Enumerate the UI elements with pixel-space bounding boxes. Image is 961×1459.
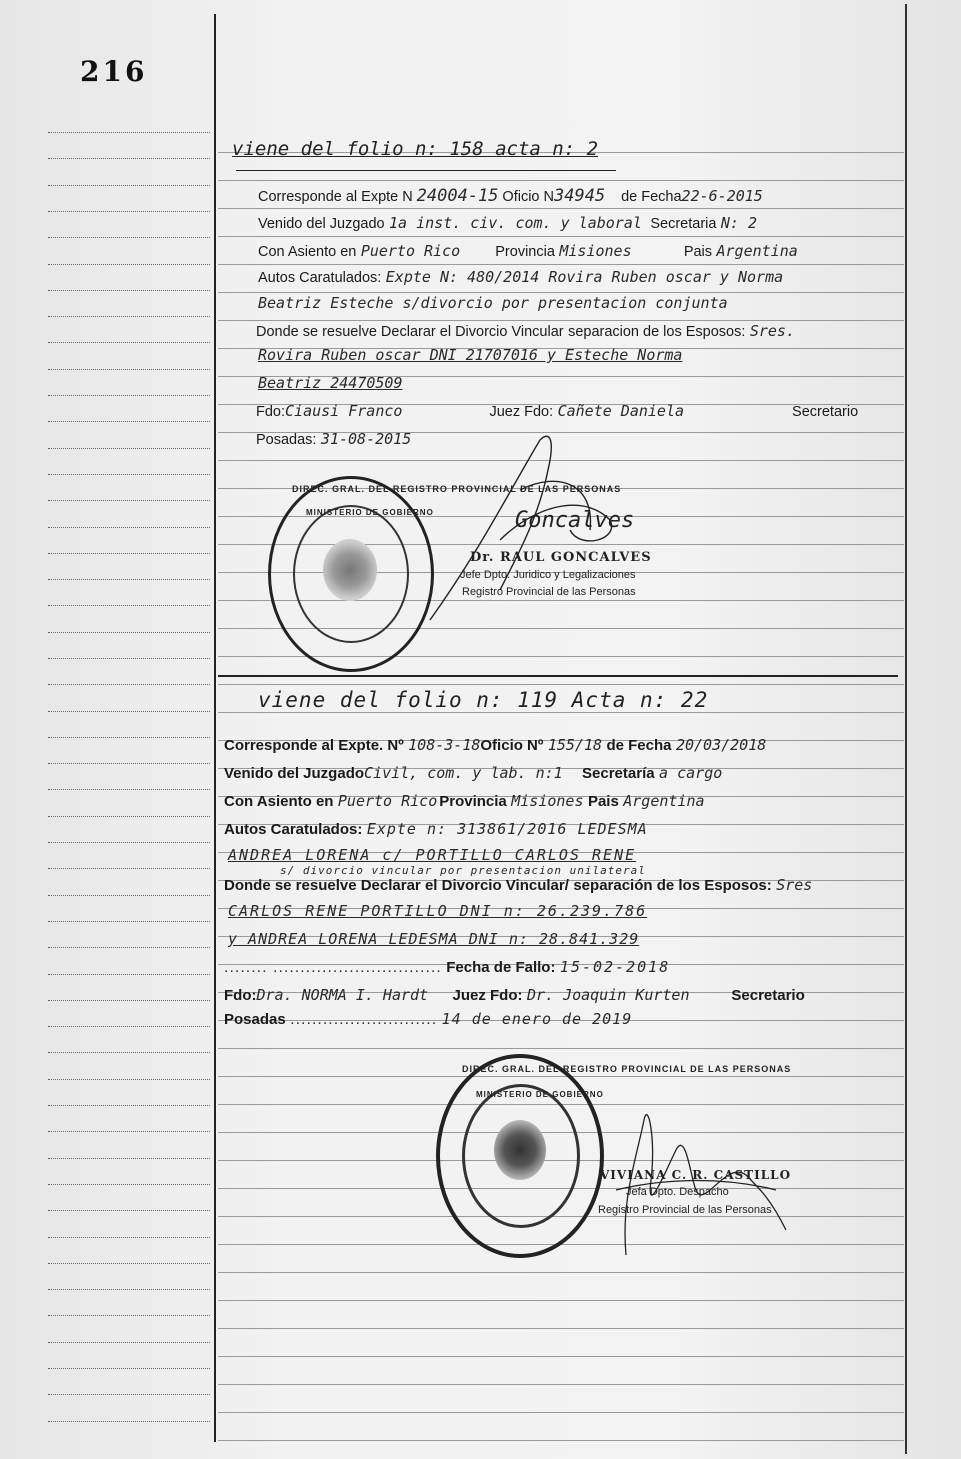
entry2-signer-org: Registro Provincial de las Personas	[598, 1204, 772, 1216]
ledger-rule	[218, 1272, 904, 1273]
entry1-signer-org: Registro Provincial de las Personas	[462, 586, 636, 598]
entry1-row-asiento	[258, 242, 798, 261]
ledger-rule	[218, 1440, 904, 1441]
margin-rule	[48, 237, 210, 238]
entry2-provincia-value: Misiones	[511, 792, 584, 810]
entry2-row-corresponde	[224, 736, 766, 755]
margin-rule	[48, 737, 210, 738]
entry1-header: viene del folio n: 158 acta n: 2	[232, 138, 599, 160]
entry2-fdo-value: Dra. NORMA I. Hardt	[256, 986, 429, 1004]
margin-rule	[48, 185, 210, 186]
margin-rule	[48, 816, 210, 817]
entry2-asiento-label: Con Asiento en	[224, 793, 334, 810]
ledger-rule	[218, 292, 904, 293]
entry2-pais-value: Argentina	[623, 792, 705, 810]
ledger-rule	[218, 1412, 904, 1413]
entry1-secretario-label: Secretario	[792, 404, 859, 420]
margin-rule	[48, 211, 210, 212]
entry1-venido-label: Venido del Juzgado	[258, 216, 385, 232]
margin-rule	[48, 684, 210, 685]
entry2-corresponde-value: 108-3-18	[408, 736, 481, 754]
entry2-autos-value-2: ANDREA LORENA c/ PORTILLO CARLOS RENE	[228, 846, 637, 864]
entry2-signer-name: VIVIANA C. R. CASTILLO	[600, 1168, 792, 1182]
margin-rule	[48, 527, 210, 528]
margin-rule	[48, 1237, 210, 1238]
margin-rule	[48, 842, 210, 843]
entry2-fallo-dots: ........ ...............................	[224, 959, 442, 976]
margin-rule	[48, 789, 210, 790]
entry2-fecha-label: de Fecha	[606, 737, 672, 754]
entry2-row-autos	[224, 820, 648, 839]
entry2-donde-mid: separación de los Esposos:	[573, 877, 772, 894]
margin-rule	[48, 947, 210, 948]
margin-rule	[48, 868, 210, 869]
margin-rule	[48, 316, 210, 317]
entry2-stamp-outer-text: DIREC. GRAL. DEL REGISTRO PROVINCIAL DE LAS PERSONAS	[462, 1064, 792, 1074]
entry2-venido-value: Civil, com. y lab. n:1	[364, 764, 563, 782]
entry1-asiento-value: Puerto Rico	[360, 242, 461, 260]
entry2-autos-value: Expte n: 313861/2016 LEDESMA	[366, 820, 648, 838]
margin-rule	[48, 1394, 210, 1395]
ledger-rule	[218, 712, 904, 713]
margin-rule	[48, 1052, 210, 1053]
entry2-juez-label: Juez Fdo:	[452, 987, 523, 1004]
entry2-oficio-value: 155/18	[547, 736, 603, 754]
entry1-row-fdo	[256, 402, 858, 421]
entry1-fecha-value: 22-6-2015	[681, 187, 763, 205]
entry1-secretaria-label: Secretaria	[650, 216, 717, 232]
margin-rule	[48, 763, 210, 764]
margin-rule	[48, 1158, 210, 1159]
entry1-donde-label: Donde se resuelve Declarar el Divorcio Vincular	[256, 324, 564, 340]
entry1-row-autos	[258, 268, 783, 287]
margin-rule	[48, 1342, 210, 1343]
entry1-esposos-line-1: Rovira Ruben oscar DNI 21707016 y Esteche Norma	[258, 346, 683, 364]
entry1-signer-name: Dr. RAUL GONCALVES	[470, 550, 652, 565]
entry2-row-asiento	[224, 792, 705, 811]
margin-rule	[48, 632, 210, 633]
entry2-secretaria-value: a cargo	[659, 764, 723, 782]
entry2-venido-label: Venido del Juzgado	[224, 765, 365, 782]
entry2-pais-label: Pais	[587, 793, 619, 810]
entry1-pais-label: Pais	[683, 244, 713, 260]
entry1-row-posadas	[256, 430, 411, 449]
entry2-fecha-fallo-value: 15-02-2018	[559, 958, 671, 976]
entry1-posadas-label: Posadas:	[256, 432, 317, 448]
entry1-signer-title: Jefe Dpto. Juridico y Legalizaciones	[460, 569, 636, 581]
entry1-juez-value: Cañete Daniela	[557, 402, 685, 420]
margin-rule	[48, 474, 210, 475]
margin-rule	[48, 553, 210, 554]
ledger-rule	[218, 1300, 904, 1301]
margin-line	[214, 14, 216, 1442]
margin-rule	[48, 895, 210, 896]
coat-of-arms-icon	[323, 539, 377, 601]
margin-rule	[48, 658, 210, 659]
entry1-juez-label: Juez Fdo:	[489, 404, 554, 420]
margin-rule	[48, 1184, 210, 1185]
entry1-stamp-inner-text: MINISTERIO DE GOBIERNO	[306, 508, 434, 517]
ledger-rule	[218, 180, 904, 181]
margin-rule	[48, 395, 210, 396]
margin-rule	[48, 342, 210, 343]
entry1-fdo-value: Ciausi Franco	[285, 402, 403, 420]
entry2-autos-value-3: s/ divorcio vincular por presentacion unilateral	[280, 864, 646, 877]
entry1-pais-value: Argentina	[716, 242, 798, 260]
margin-rule	[48, 158, 210, 159]
entry2-row-fdo	[224, 986, 805, 1005]
entry1-autos-value-2: Beatriz Esteche s/divorcio por presentacion conjunta	[258, 294, 728, 312]
entry2-autos-label: Autos Caratulados:	[224, 821, 363, 838]
margin-rule	[48, 1105, 210, 1106]
margin-rule	[48, 1210, 210, 1211]
entry2-row-fallo	[224, 958, 670, 977]
entry1-donde-value: Sres.	[749, 322, 795, 340]
entry2-esposos-line-2: y ANDREA LORENA LEDESMA DNI n: 28.841.329	[228, 930, 640, 948]
ledger-rule	[218, 1328, 904, 1329]
entry1-corresponde-label: Corresponde al Expte N	[258, 189, 413, 205]
entry1-row-corresponde	[258, 186, 763, 206]
margin-rule	[48, 1079, 210, 1080]
coat-of-arms-icon	[494, 1120, 546, 1180]
margin-rule	[48, 579, 210, 580]
ledger-rule	[218, 1384, 904, 1385]
entry1-provincia-value: Misiones	[559, 242, 632, 260]
margin-rule	[48, 1315, 210, 1316]
entry1-oficio-label: Oficio N	[502, 189, 554, 205]
entry2-fdo-label: Fdo:	[224, 987, 257, 1004]
entry1-fecha-label: de Fecha	[621, 189, 682, 205]
entry-separator	[218, 675, 898, 677]
ledger-rule	[218, 1356, 904, 1357]
margin-rule	[48, 711, 210, 712]
entry2-asiento-value: Puerto Rico	[337, 792, 438, 810]
entry2-secretario-label: Secretario	[731, 987, 805, 1004]
entry1-esposos-line-2: Beatriz 24470509	[258, 374, 403, 392]
ledger-rule	[218, 320, 904, 321]
entry1-autos-value: Expte N: 480/2014 Rovira Ruben oscar y Norma	[385, 268, 784, 286]
entry2-signer-title: Jefa Dpto. Despacho	[626, 1186, 729, 1198]
entry2-posadas-label: Posadas	[224, 1011, 286, 1028]
entry1-venido-value: 1a inst. civ. com. y laboral	[389, 214, 642, 232]
entry2-fecha-value: 20/03/2018	[675, 736, 767, 754]
entry1-row-donde	[256, 322, 795, 341]
margin-rule	[48, 369, 210, 370]
margin-rule	[48, 1131, 210, 1132]
margin-rule	[48, 500, 210, 501]
margin-rule	[48, 605, 210, 606]
entry1-donde-mid: separacion de los Esposos:	[568, 324, 746, 340]
entry1-fdo-label: Fdo:	[256, 404, 286, 420]
entry1-secretaria-value: N: 2	[720, 214, 758, 232]
margin-rule	[48, 264, 210, 265]
entry2-header: viene del folio n: 119 Acta n: 22	[258, 688, 709, 712]
ledger-rule	[218, 264, 904, 265]
entry2-posadas-dots: ...........................	[290, 1011, 438, 1028]
margin-rule	[48, 132, 210, 133]
entry2-posadas-value: 14 de enero de 2019	[441, 1010, 633, 1028]
margin-rule	[48, 1421, 210, 1422]
entry2-provincia-label: Provincia	[439, 793, 507, 810]
entry1-oficio-value: 34945	[554, 186, 606, 206]
entry2-secretaria-label: Secretaría	[582, 765, 655, 782]
entry2-row-posadas	[224, 1010, 632, 1029]
ledger-rule	[218, 1048, 904, 1049]
entry1-stamp-outer-text: DIREC. GRAL. DEL REGISTRO PROVINCIAL DE LAS PERSONAS	[292, 484, 622, 494]
page-number: 216	[80, 55, 148, 88]
entry1-header-underline	[236, 170, 616, 171]
margin-rule	[48, 1368, 210, 1369]
entry2-row-donde	[224, 876, 812, 895]
page-right-edge	[905, 4, 907, 1454]
margin-rule	[48, 1000, 210, 1001]
entry2-esposos-line-1: CARLOS RENE PORTILLO DNI n: 26.239.786	[228, 902, 648, 920]
entry2-stamp-inner-text: MINISTERIO DE GOBIERNO	[476, 1090, 604, 1099]
entry2-row-venido	[224, 764, 722, 783]
ledger-rule	[218, 236, 904, 237]
margin-rule	[48, 421, 210, 422]
margin-rule	[48, 921, 210, 922]
margin-rule	[48, 1026, 210, 1027]
margin-rule	[48, 1263, 210, 1264]
entry1-provincia-label: Provincia	[495, 244, 555, 260]
margin-rule	[48, 974, 210, 975]
ledger-rule	[218, 208, 904, 209]
entry2-corresponde-label: Corresponde al Expte. Nº	[224, 737, 404, 754]
ledger-rule	[218, 684, 904, 685]
margin-rule	[48, 290, 210, 291]
entry2-donde-value: Sres	[776, 876, 813, 894]
margin-rule	[48, 448, 210, 449]
entry1-asiento-label: Con Asiento en	[258, 244, 357, 260]
entry1-signature-text: Goncalves	[515, 508, 635, 533]
entry2-oficio-label: Oficio Nº	[480, 737, 544, 754]
entry1-autos-label: Autos Caratulados:	[258, 270, 382, 286]
entry2-donde-label: Donde se resuelve Declarar el Divorcio Vincular/	[224, 877, 569, 894]
entry1-corresponde-value: 24004-15	[416, 186, 499, 206]
entry2-juez-value: Dr. Joaquin Kurten	[526, 986, 690, 1004]
entry1-row-venido	[258, 214, 757, 233]
margin-rule	[48, 1289, 210, 1290]
entry1-posadas-value: 31-08-2015	[320, 430, 412, 448]
entry2-fecha-fallo-label: Fecha de Fallo:	[446, 959, 556, 976]
